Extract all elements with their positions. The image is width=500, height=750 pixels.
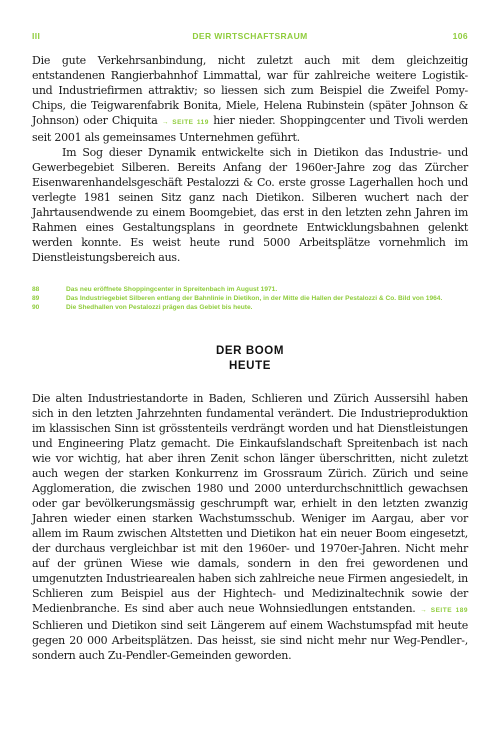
caption-text: Das neu eröffnete Shoppingcenter in Spreitenbach im August 1971. (66, 286, 278, 293)
chapter-title: DER WIRTSCHAFTSRAUM (192, 31, 308, 41)
caption-item (32, 294, 468, 303)
caption-item (32, 285, 468, 294)
caption-item (32, 303, 468, 312)
caption-number: 89 (32, 295, 40, 302)
heading-line: DER BOOM (215, 345, 285, 357)
paragraph (32, 391, 468, 663)
caption-text: Die Shedhallen von Pestalozzi prägen das Gebiet bis heute. (66, 304, 253, 311)
section-heading (32, 344, 468, 374)
heading-line: HEUTE (229, 360, 271, 372)
paragraph (32, 53, 468, 145)
section-number: III (32, 31, 41, 41)
paragraph-text: Die gute Verkehrsanbindung, nicht zuletzt auch mit dem gleichzeitig entstandenen Rangierbahnhof Limmattal, war für zahlreiche weitere Logistik- und Industriefirmen attraktiv; so liessen sich zum Beispiel die Zweifel Pomy-Chips, die Teigwarenfabrik Bonita, Miele, Helena Rubinstein (später Johnson & Johnson) oder Chiquita (32, 54, 468, 127)
page-number: 106 (452, 31, 468, 41)
figure-captions (32, 285, 468, 312)
page-reference-link[interactable]: → SEITE 119 (161, 119, 209, 126)
caption-number: 88 (32, 286, 40, 293)
paragraph-text: Die alten Industriestandorte in Baden, Schlieren und Zürich Aussersihl haben sich in den letzten Jahrzehnten fundamental verändert. Die Industrieproduktion im klassischen Sinn ist grösstenteils verdrängt worden und hat Dienstleistungen und Engineering Platz gemacht. Die Einkaufslandschaft Spreitenbach ist nach wie vor wichtig, hat aber ihren Zenit schon länger überschritten, nicht zuletzt auch wegen der starken Konkurrenz im Grossraum Zürich. Zürich und seine Agglomeration, die zwischen 1980 und 2000 unterdurchschnittlich gewachsen oder gar bevölkerungsmässig geschrumpft war, erhielt in den letzten zwanzig Jahren wieder einen starken Wachstumsschub. Weniger im Aargau, aber vor allem im Raum zwischen Altstetten und Dietikon hat ein neuer Boom eingesetzt, der durchaus vergleichbar ist mit den 1960er- und 1970er-Jahren. Nicht mehr auf der grünen Wiese wie damals, sondern in den frei gewordenen und umgenutzten Industriearealen haben sich zahlreiche neue Firmen angesiedelt, in Schlieren zum Beispiel aus der Hightech- und Medizinaltechnik sowie der Medienbranche. Es sind aber auch neue Wohnsiedlungen entstanden. (32, 392, 468, 615)
paragraph-text: hier nieder. Shoppingcenter und Tivoli werden seit 2001 als gemeinsames Unternehmen geführt. (32, 114, 468, 144)
running-head (32, 31, 468, 43)
caption-text: Das Industriegebiet Silberen entlang der Bahnlinie in Dietikon, in der Mitte die Hallen der Pestalozzi & Co. Bild von 1964. (66, 295, 443, 302)
body-text-block-1 (32, 53, 468, 265)
paragraph-text: Schlieren und Dietikon sind seit Längerem auf einem Wachstumspfad mit heute gegen 20 000 Arbeitsplätzen. Das heisst, sie sind nicht mehr nur Weg-Pendler-, sondern auch Zu-Pendler-Gemeinden geworden. (32, 619, 468, 662)
caption-number: 90 (32, 304, 40, 311)
page-reference-link[interactable]: → SEITE 189 (420, 607, 468, 614)
body-text-block-2 (32, 391, 468, 663)
paragraph: Im Sog dieser Dynamik entwickelte sich in Dietikon das Industrie- und Gewerbegebiet Silberen. Bereits Anfang der 1960er-Jahre zog das Zürcher Eisenwarenhandelsgeschäft Pestalozzi & Co. erste grosse Lagerhallen hoch und verlegte 1981 seinen Sitz ganz nach Dietikon. Silberen wuchert nach der Jahrtausendwende zu einem Boomgebiet, das erst in den letzten zehn Jahren im Rahmen eines Gestaltungsplans in geordnete Entwicklungsbahnen gelenkt werden konnte. Es weist heute rund 5000 Arbeitsplätze vornehmlich im Dienstleistungsbereich aus. (32, 146, 468, 264)
